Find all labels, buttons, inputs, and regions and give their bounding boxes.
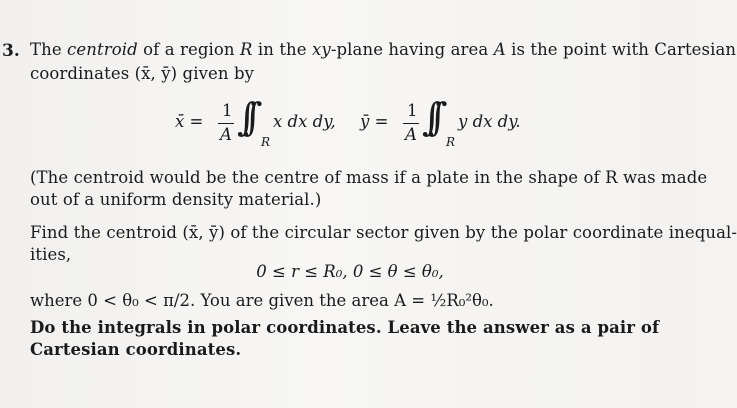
integral-region: R xyxy=(261,135,271,149)
x-integrand: x dx dy, xyxy=(273,112,336,131)
where-condition: where 0 < θ₀ < π/2. You are given the area A = ½R₀²θ₀. xyxy=(30,291,494,310)
xbar-lhs: x̄ = xyxy=(175,112,204,131)
fraction-denominator: A xyxy=(220,125,232,144)
ybar-lhs: ȳ = xyxy=(360,112,389,131)
integral-region: R xyxy=(446,135,456,149)
symbol-A: A xyxy=(493,40,506,59)
double-integral-symbol: ∫∫ xyxy=(422,95,434,139)
instruction-line-2: Cartesian coordinates. xyxy=(30,340,242,359)
instruction-line-1: Do the integrals in polar coordinates. Leave the answer as a pair of xyxy=(30,318,660,337)
problem-line-2: coordinates (x̄, ȳ) given by xyxy=(30,64,255,83)
centroid-formula xyxy=(0,95,700,161)
symbol-R: R xyxy=(240,40,253,59)
problem-line-1 xyxy=(30,40,736,59)
symbol-xy: xy xyxy=(312,40,331,59)
double-integral-symbol: ∫∫ xyxy=(237,95,249,139)
fraction-numerator: 1 xyxy=(407,101,418,120)
text-plane-area: -plane having area xyxy=(330,40,494,59)
problem-line-3: (The centroid would be the centre of mass if a plate in the shape of R was made xyxy=(30,168,708,187)
fraction-denominator: A xyxy=(405,125,417,144)
problem-line-5: Find the centroid (x̄, ȳ) of the circular sector given by the polar coordinate inequal- xyxy=(30,223,737,242)
text-cartesian: is the point with Cartesian xyxy=(505,40,737,59)
text-of-region: of a region xyxy=(137,40,240,59)
fraction-numerator: 1 xyxy=(222,101,233,120)
text-the: The xyxy=(30,40,68,59)
problem-line-6: ities, xyxy=(30,245,72,264)
y-integrand: y dx dy. xyxy=(458,112,521,131)
word-centroid: centroid xyxy=(67,40,138,59)
problem-line-4: out of a uniform density material.) xyxy=(30,190,322,209)
text-in-the: in the xyxy=(252,40,312,59)
problem-number: 3. xyxy=(2,41,20,61)
polar-inequalities: 0 ≤ r ≤ R₀, 0 ≤ θ ≤ θ₀, xyxy=(256,262,444,281)
